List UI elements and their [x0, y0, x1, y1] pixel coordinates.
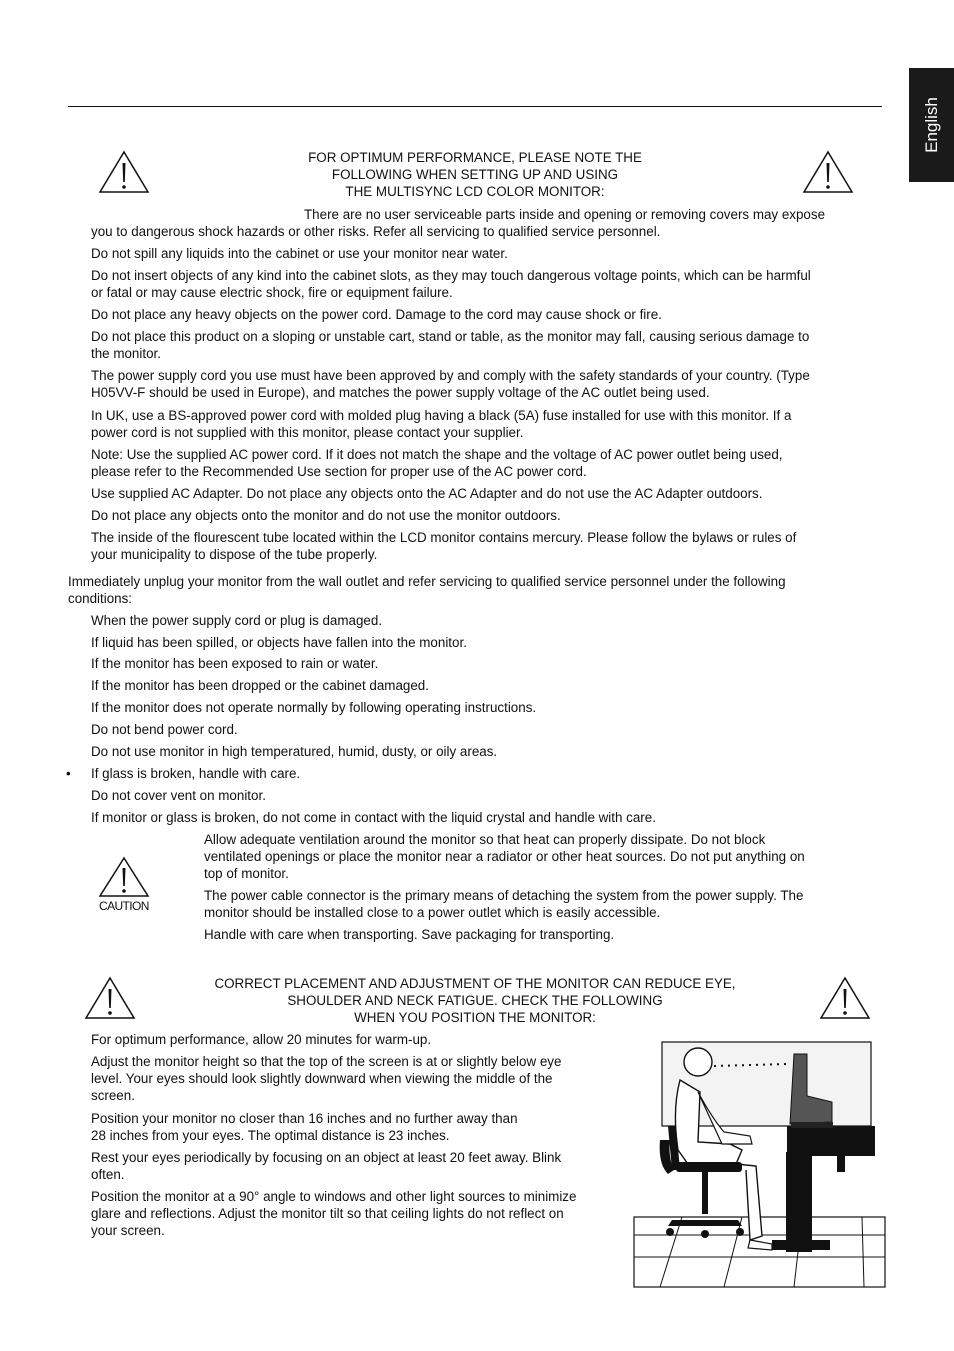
condition-item: If the monitor does not operate normally by following operating instructions. [91, 700, 537, 715]
item-line: your municipality to dispose of the tube properly. [91, 547, 378, 562]
item-line: Note: Use the supplied AC power cord. If it does not match the shape and the voltage of AC power outlet being used, [91, 447, 783, 462]
item-line: monitor should be installed close to a power outlet which is easily accessible. [204, 905, 661, 920]
item-line: please refer to the Recommended Use section for proper use of the AC power cord. [91, 464, 587, 479]
safety-item [91, 245, 508, 262]
intro-line: There are no user serviceable parts inside and opening or removing covers may expose [304, 207, 826, 222]
safety-item [91, 306, 662, 323]
item-line: Position the monitor at a 90° angle to windows and other light sources to minimize [91, 1189, 577, 1204]
safety-item [91, 328, 809, 362]
condition-item: If glass is broken, handle with care. [91, 766, 301, 781]
safety-item [91, 367, 810, 401]
item-line: For optimum performance, allow 20 minutes for warm-up. [91, 1032, 432, 1047]
item-line: glare and reflections. Adjust the monitor tilt so that ceiling lights do not reflect on [91, 1206, 564, 1221]
item-line: In UK, use a BS-approved power cord with molded plug having a black (5A) fuse installed for use with this monitor. If a [91, 408, 792, 423]
heading-line: THE MULTISYNC LCD COLOR MONITOR: [345, 184, 605, 199]
placement-item [91, 1053, 561, 1104]
item-line: Do not place this product on a sloping or unstable cart, stand or table, as the monitor may fall, causing serious damage to [91, 329, 810, 344]
item-line: The power supply cord you use must have been approved by and comply with the safety standards of your country. (Type [91, 368, 810, 383]
intro-line: Immediately unplug your monitor from the wall outlet and refer servicing to qualified service personnel under the following [68, 574, 786, 589]
safety-item [91, 407, 791, 441]
item-line: screen. [91, 1088, 135, 1103]
item-line: top of monitor. [204, 866, 289, 881]
item-line: ventilated openings or place the monitor near a radiator or other heat sources. Do not put anything on [204, 849, 805, 864]
placement-item [91, 1188, 576, 1239]
item-line: often. [91, 1167, 125, 1182]
item-line: Do not place any heavy objects on the power cord. Damage to the cord may cause shock or fire. [91, 307, 662, 322]
heading-line: WHEN YOU POSITION THE MONITOR: [354, 1010, 596, 1025]
bullet-marker: • [66, 766, 71, 781]
heading-line: CORRECT PLACEMENT AND ADJUSTMENT OF THE MONITOR CAN REDUCE EYE, [214, 976, 736, 991]
placement-item [91, 1110, 518, 1144]
warning-triangle-icon [819, 976, 871, 1020]
condition-item: When the power supply cord or plug is damaged. [91, 613, 383, 628]
section-heading [165, 975, 785, 1026]
condition-item: Do not cover vent on monitor. [91, 788, 266, 803]
warning-triangle-icon [84, 976, 136, 1020]
warning-triangle-icon [802, 150, 854, 194]
safety-item [91, 507, 561, 524]
heading-line: FOR OPTIMUM PERFORMANCE, PLEASE NOTE THE [308, 150, 642, 165]
caution-item [204, 887, 803, 921]
item-line: Adjust the monitor height so that the top of the screen is at or slightly below eye [91, 1054, 562, 1069]
caution-label: CAUTION [99, 899, 149, 913]
warning-triangle-icon [98, 150, 150, 194]
condition-item: If the monitor has been dropped or the cabinet damaged. [91, 678, 429, 693]
item-line: your screen. [91, 1223, 165, 1238]
condition-item: If monitor or glass is broken, do not come in contact with the liquid crystal and handle with care. [91, 810, 656, 825]
item-line: Do not insert objects of any kind into the cabinet slots, as they may touch dangerous voltage points, which can be harmful [91, 268, 811, 283]
item-line: Use supplied AC Adapter. Do not place any objects onto the AC Adapter and do not use the AC Adapter outdoors. [91, 486, 763, 501]
condition-item: If liquid has been spilled, or objects have fallen into the monitor. [91, 635, 467, 650]
item-line: Do not spill any liquids into the cabinet or use your monitor near water. [91, 246, 508, 261]
safety-item [91, 446, 783, 480]
language-tab [909, 68, 954, 182]
unplug-intro [68, 573, 786, 607]
item-line: Rest your eyes periodically by focusing on an object at least 20 feet away. Blink [91, 1150, 562, 1165]
safety-item [91, 267, 811, 301]
heading-line: SHOULDER AND NECK FATIGUE. CHECK THE FOLLOWING [287, 993, 663, 1008]
item-line: Position your monitor no closer than 16 inches and no further away than [91, 1111, 518, 1126]
heading-line: FOLLOWING WHEN SETTING UP AND USING [331, 167, 619, 182]
item-line: level. Your eyes should look slightly downward when viewing the middle of the [91, 1071, 553, 1086]
language-tab-label: English [921, 97, 941, 153]
condition-item: Do not use monitor in high temperatured, humid, dusty, or oily areas. [91, 744, 498, 759]
intro-line: you to dangerous shock hazards or other risks. Refer all servicing to qualified service personnel. [91, 224, 661, 239]
item-line: H05VV-F should be used in Europe), and matches the power supply voltage of the AC outlet being used. [91, 385, 710, 400]
item-line: The inside of the flourescent tube located within the LCD monitor contains mercury. Please follow the bylaws or rules of [91, 530, 797, 545]
item-line: Allow adequate ventilation around the monitor so that heat can properly dissipate. Do not block [204, 832, 766, 847]
item-line: Handle with care when transporting. Save packaging for transporting. [204, 927, 615, 942]
safety-item [91, 485, 762, 502]
caution-triangle-icon [98, 856, 150, 900]
section-heading [265, 149, 685, 200]
item-line: the monitor. [91, 346, 161, 361]
condition-item: If the monitor has been exposed to rain or water. [91, 656, 379, 671]
item-line: The power cable connector is the primary means of detaching the system from the power supply. The [204, 888, 804, 903]
placement-item [91, 1149, 561, 1183]
item-line: or fatal or may cause electric shock, fire or equipment failure. [91, 285, 453, 300]
placement-item [91, 1031, 431, 1048]
item-line: Do not place any objects onto the monitor and do not use the monitor outdoors. [91, 508, 561, 523]
ergonomic-illustration [632, 1040, 888, 1290]
header-rule [68, 106, 882, 107]
intro-line: conditions: [68, 591, 133, 606]
item-line: power cord is not supplied with this monitor, please contact your supplier. [91, 425, 524, 440]
caution-item [204, 831, 805, 882]
item-line: 28 inches from your eyes. The optimal distance is 23 inches. [91, 1128, 450, 1143]
condition-item: Do not bend power cord. [91, 722, 238, 737]
caution-item [204, 926, 614, 943]
safety-item [91, 529, 796, 563]
